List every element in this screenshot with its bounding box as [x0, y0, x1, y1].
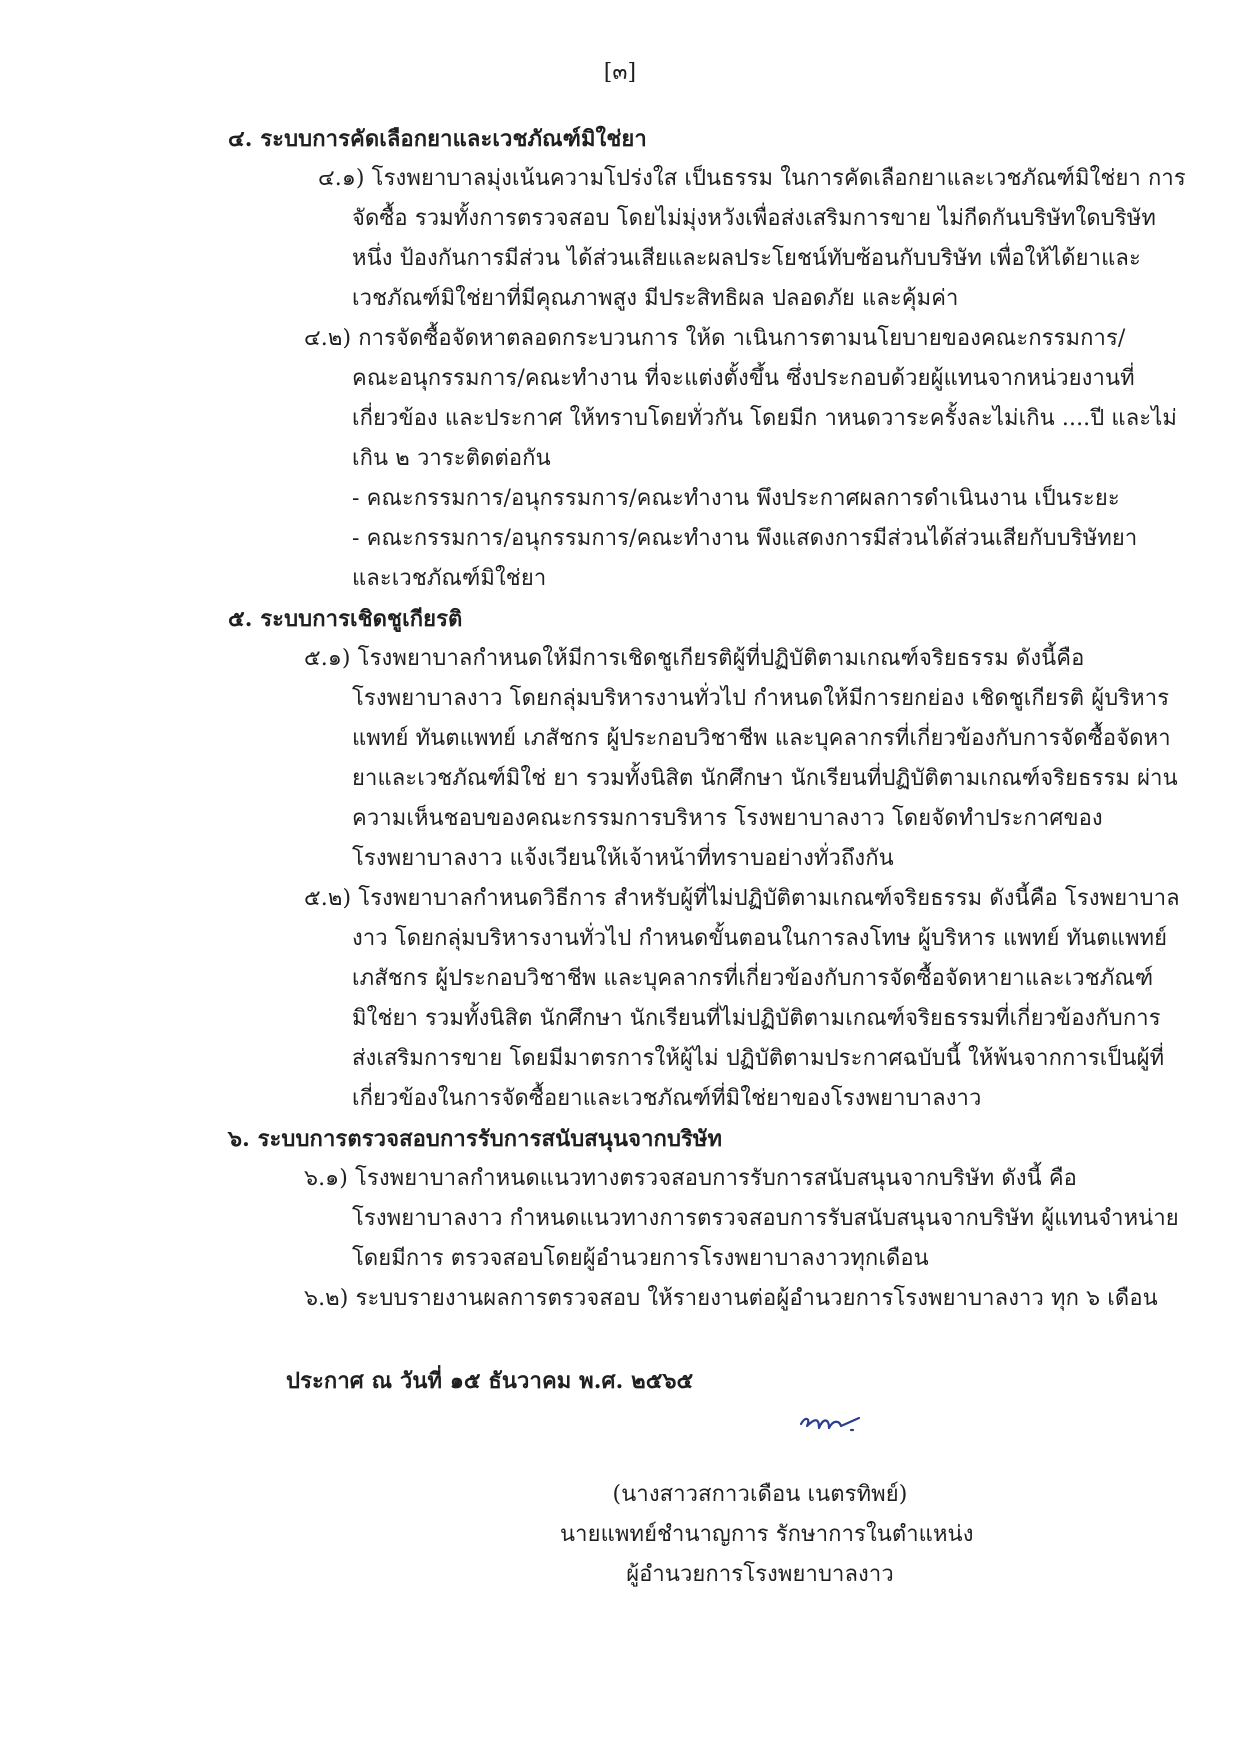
section-5-2-line: มิใช่ยา รวมทั้งนิสิต นักศึกษา นักเรียนที่ไม่ปฏิบัติตามเกณฑ์จริยธรรมที่เกี่ยวข้องกับการ: [352, 1006, 1161, 1031]
section-4-2-line: ๔.๒) การจัดซื้อจัดหาตลอดกระบวนการ ให้ด าเนินการตามนโยบายของคณะกรรมการ/: [304, 326, 1126, 351]
signer-position: นายแพทย์ชำนาญการ รักษาการในตำแหน่ง: [560, 1522, 974, 1547]
signer-title: ผู้อำนวยการโรงพยาบาลงาว: [626, 1562, 894, 1587]
section-5-2-line: ๕.๒) โรงพยาบาลกำหนดวิธีการ สำหรับผู้ที่ไม่ปฏิบัติตามเกณฑ์จริยธรรม ดังนี้คือ โรงพยาบาล: [304, 886, 1180, 911]
section-4-1-line: ๔.๑) โรงพยาบาลมุ่งเน้นความโปร่งใส เป็นธรรม ในการคัดเลือกยาและเวชภัณฑ์มิใช่ยา การ: [318, 166, 1186, 191]
section-5-2-line: ส่งเสริมการขาย โดยมีมาตรการให้ผู้ไม่ ปฏิบัติตามประกาศฉบับนี้ ให้พ้นจากการเป็นผู้ที่: [352, 1046, 1165, 1071]
signer-name: (นางสาวสกาวเดือน เนตรทิพย์): [612, 1482, 908, 1507]
section-4-2-line: คณะอนุกรรมการ/คณะทำงาน ที่จะแต่งตั้งขึ้น ซึ่งประกอบด้วยผู้แทนจากหน่วยงานที่: [352, 366, 1135, 391]
section-5-1-line: ความเห็นชอบของคณะกรรมการบริหาร โรงพยาบาลงาว โดยจัดทำประกาศของ: [352, 806, 1103, 831]
section-4-1-line: เวชภัณฑ์มิใช่ยาที่มีคุณภาพสูง มีประสิทธิผล ปลอดภัย และคุ้มค่า: [352, 286, 959, 311]
section-4-bullet: และเวชภัณฑ์มิใช่ยา: [352, 566, 547, 591]
section-5-1-line: โรงพยาบาลงาว แจ้งเวียนให้เจ้าหน้าที่ทราบอย่างทั่วถึงกัน: [352, 846, 894, 871]
section-5-1-line: ยาและเวชภัณฑ์มิใช่ ยา รวมทั้งนิสิต นักศึกษา นักเรียนที่ปฏิบัติตามเกณฑ์จริยธรรม ผ่าน: [352, 766, 1178, 791]
announcement-date: ประกาศ ณ วันที่ ๑๕ ธันวาคม พ.ศ. ๒๕๖๕: [286, 1368, 694, 1394]
section-4-2-line: เกี่ยวข้อง และประกาศ ให้ทราบโดยทั่วกัน โดยมีก าหนดวาระครั้งละไม่เกิน ....ปี และไม่: [352, 406, 1177, 431]
section-6-1-line: โรงพยาบาลงาว กำหนดแนวทางการตรวจสอบการรับสนับสนุนจากบริษัท ผู้แทนจำหน่าย: [352, 1206, 1179, 1231]
signature-icon: [797, 1410, 869, 1434]
section-4-bullet: - คณะกรรมการ/อนุกรรมการ/คณะทำงาน พึงประกาศผลการดำเนินงาน เป็นระยะ: [352, 486, 1120, 511]
section-6-1-line: โดยมีการ ตรวจสอบโดยผู้อำนวยการโรงพยาบาลงาวทุกเดือน: [352, 1246, 929, 1271]
section-5-2-line: เภสัชกร ผู้ประกอบวิชาชีพ และบุคลากรที่เกี่ยวข้องกับการจัดซื้อจัดหายาและเวชภัณฑ์: [352, 966, 1154, 991]
section-5-1-line: แพทย์ ทันตแพทย์ เภสัชกร ผู้ประกอบวิชาชีพ และบุคลากรที่เกี่ยวข้องกับการจัดซื้อจัดหา: [352, 726, 1171, 751]
section-5-2-line: เกี่ยวข้องในการจัดซื้อยาและเวชภัณฑ์ที่มิใช่ยาของโรงพยาบาลงาว: [352, 1086, 982, 1111]
section-4-1-line: จัดซื้อ รวมทั้งการตรวจสอบ โดยไม่มุ่งหวังเพื่อส่งเสริมการขาย ไม่กีดกันบริษัทใดบริษัท: [352, 206, 1156, 231]
page-number: [๓]: [603, 60, 637, 85]
section-5-1-line: โรงพยาบาลงาว โดยกลุ่มบริหารงานทั่วไป กำหนดให้มีการยกย่อง เชิดชูเกียรติ ผู้บริหาร: [352, 686, 1170, 711]
section-4-2-line: เกิน ๒ วาระติดต่อกัน: [352, 446, 551, 471]
section-5-1-line: ๕.๑) โรงพยาบาลกำหนดให้มีการเชิดชูเกียรติผู้ที่ปฏิบัติตามเกณฑ์จริยธรรม ดังนี้คือ: [304, 646, 1085, 671]
section-6-1-line: ๖.๑) โรงพยาบาลกำหนดแนวทางตรวจสอบการรับการสนับสนุนจากบริษัท ดังนี้ คือ: [304, 1166, 1077, 1191]
section-4-1-line: หนึ่ง ป้องกันการมีส่วน ได้ส่วนเสียและผลประโยชน์ทับซ้อนกับบริษัท เพื่อให้ได้ยาและ: [352, 246, 1141, 271]
section-6-2-line: ๖.๒) ระบบรายงานผลการตรวจสอบ ให้รายงานต่อผู้อำนวยการโรงพยาบาลงาว ทุก ๖ เดือน: [304, 1286, 1158, 1311]
section-5-heading: ๕. ระบบการเชิดชูเกียรติ: [228, 606, 463, 632]
section-4-bullet: - คณะกรรมการ/อนุกรรมการ/คณะทำงาน พึงแสดงการมีส่วนได้ส่วนเสียกับบริษัทยา: [352, 526, 1138, 551]
section-5-2-line: งาว โดยกลุ่มบริหารงานทั่วไป กำหนดขั้นตอนในการลงโทษ ผู้บริหาร แพทย์ ทันตแพทย์: [352, 926, 1168, 951]
section-6-heading: ๖. ระบบการตรวจสอบการรับการสนับสนุนจากบริษัท: [228, 1126, 723, 1152]
section-4-heading: ๔. ระบบการคัดเลือกยาและเวชภัณฑ์มิใช่ยา: [228, 126, 647, 152]
